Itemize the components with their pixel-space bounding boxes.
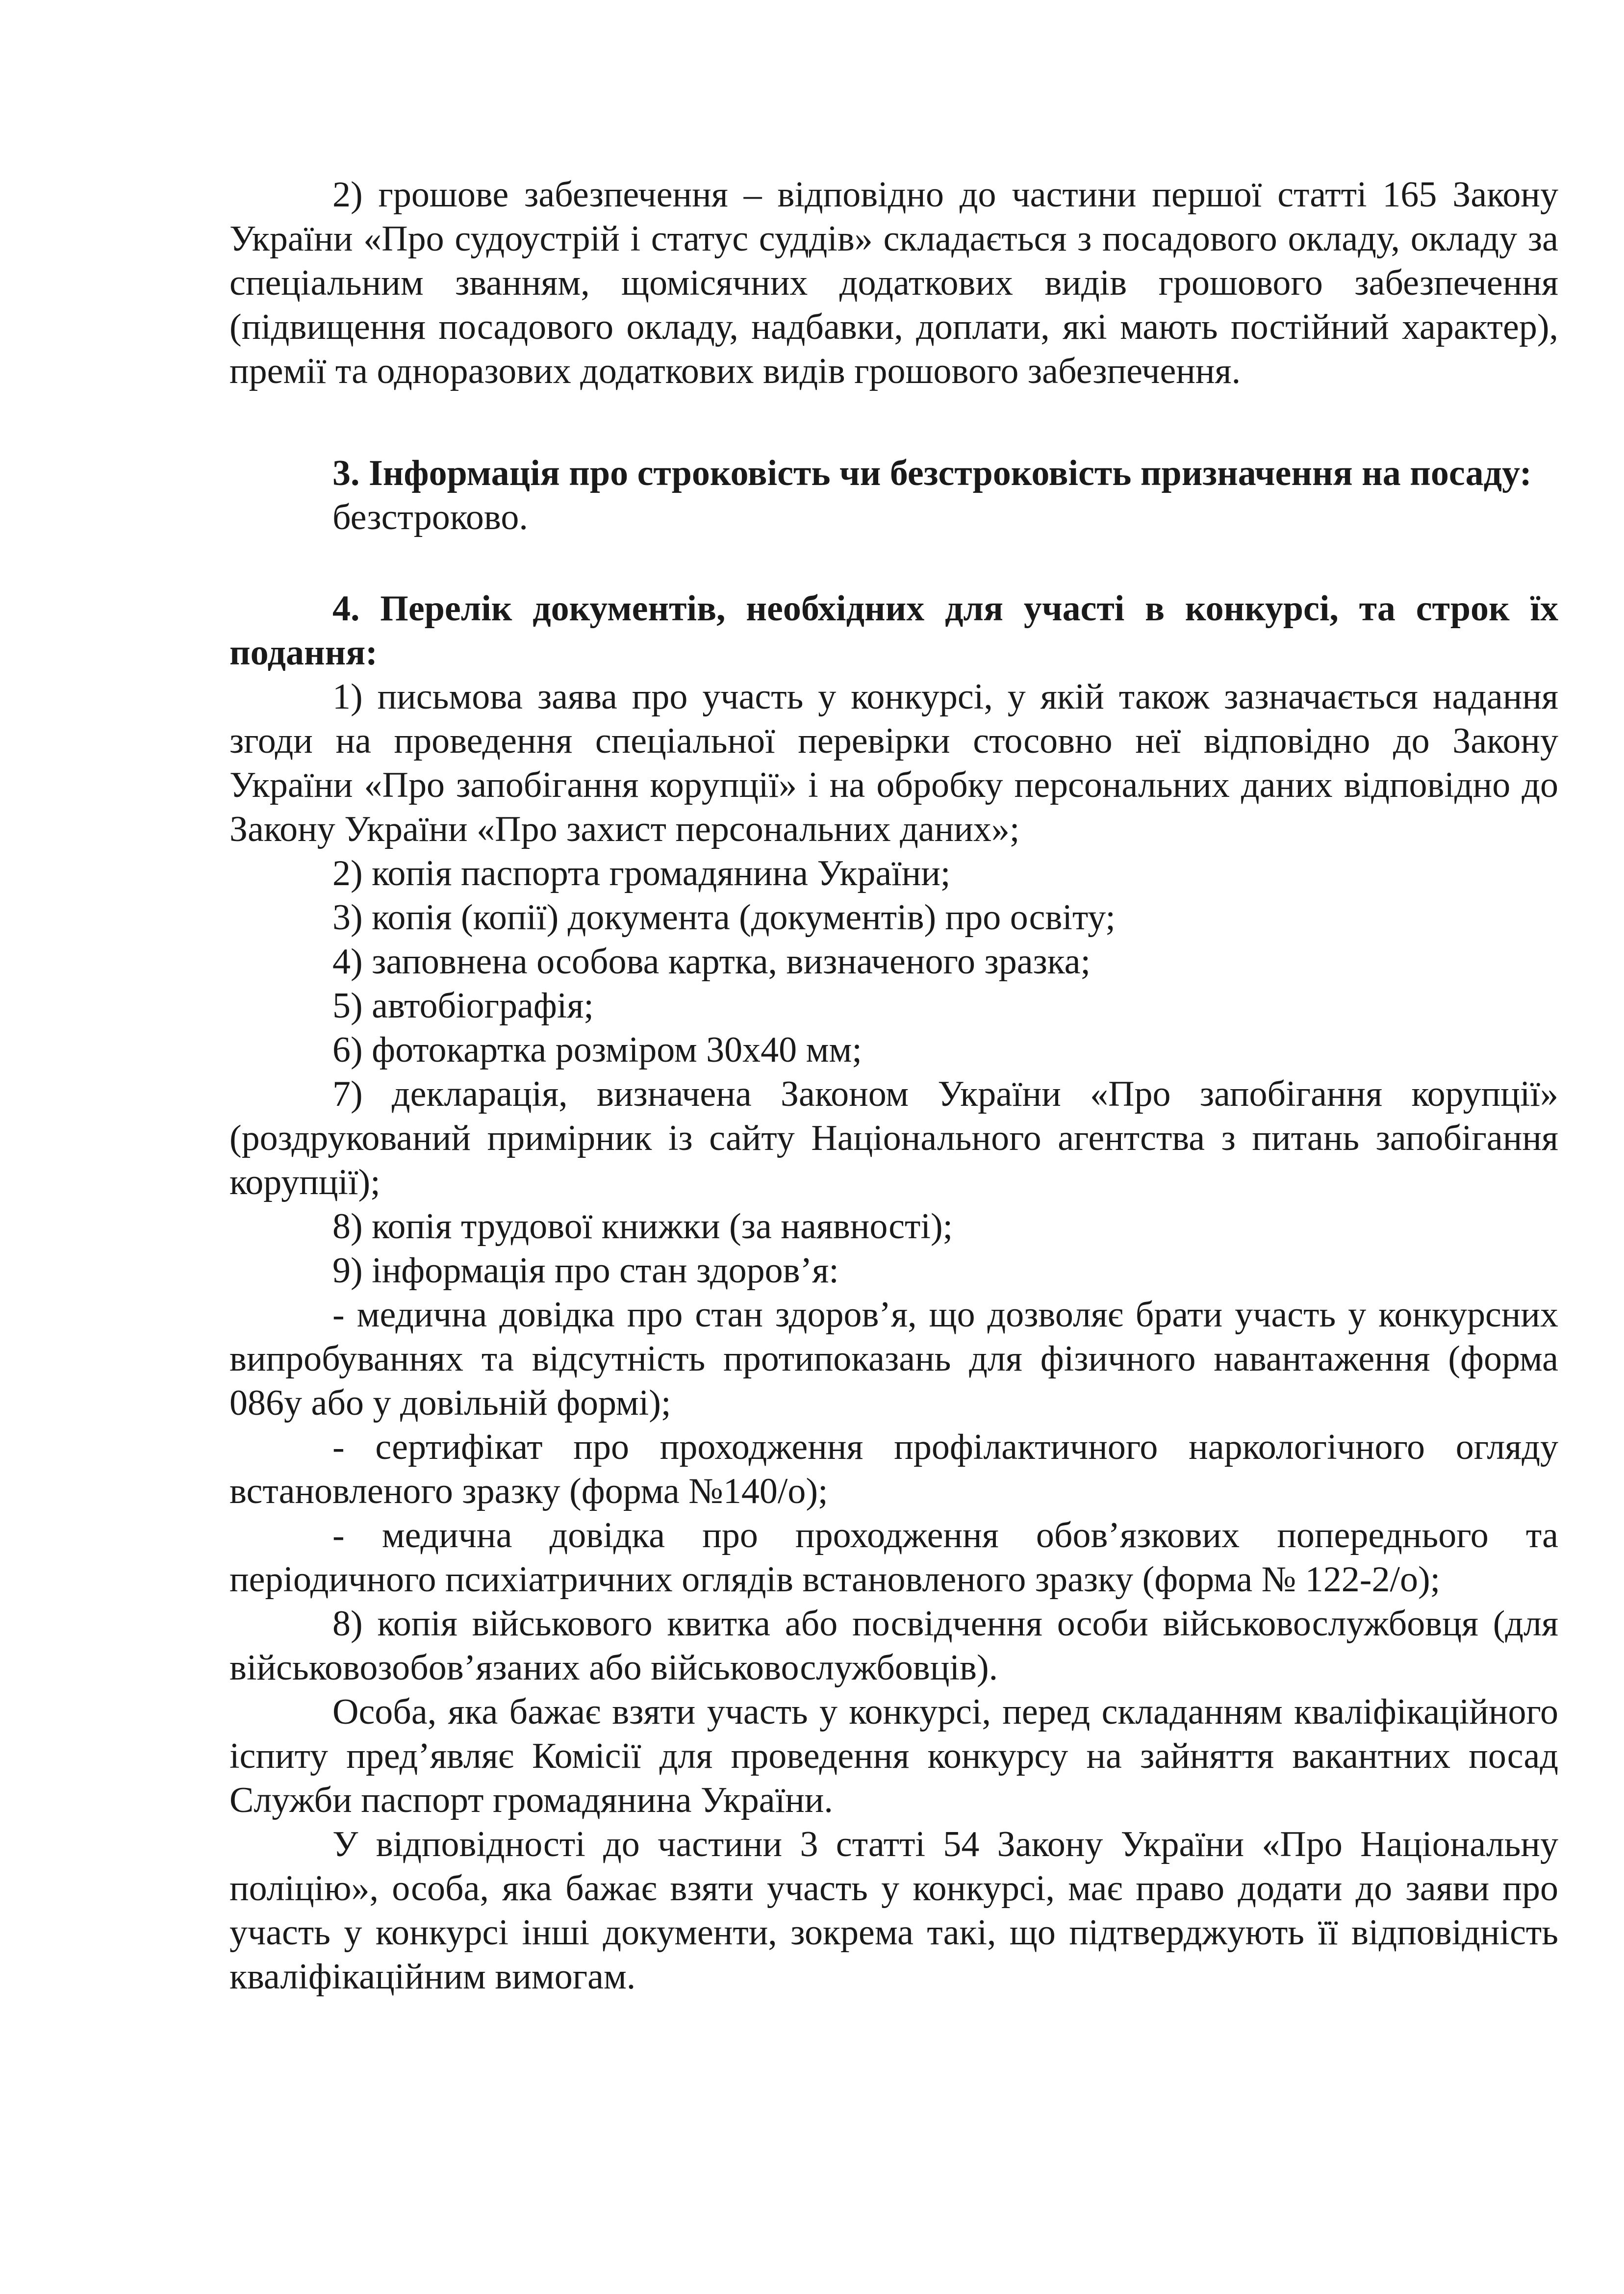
list-item-work-book: 8) копія трудової книжки (за наявності);	[332, 1206, 953, 1247]
list-item-medical-certificate: - медична довідка про стан здоров’я, що дозволяє брати участь у конкурсних випробуваннях та відсутність протипоказань для фізичного навантаження (форма 086у або у довільній формі);	[229, 1295, 1558, 1423]
list-item-health-info: 9) інформація про стан здоров’я:	[332, 1250, 839, 1291]
list-item-passport-copy: 2) копія паспорта громадянина України;	[332, 853, 951, 893]
spacer	[229, 539, 1558, 586]
list-item-photo: 6) фотокартка розміром 30х40 мм;	[332, 1030, 862, 1070]
section-3-value: безстроково.	[332, 497, 528, 537]
list-item-personal-card: 4) заповнена особова картка, визначеного зразка;	[332, 942, 1091, 982]
list-item-psychiatric-certificate: - медична довідка про проходження обов’язкових попереднього та періодичного психіатричних оглядів встановленого зразку (форма № 122-2/о);	[229, 1515, 1558, 1600]
list-item-narcology-certificate: - сертифікат про проходження профілактичного наркологічного огляду встановленого зразку (форма №140/о);	[229, 1427, 1558, 1511]
list-item-military-id: 8) копія військового квитка або посвідчення особи військовослужбовця (для військовозобов’язаних або військовослужбовців).	[229, 1604, 1558, 1688]
paragraph-additional-documents: У відповідності до частини 3 статті 54 Закону України «Про Національну поліцію», особа, яка бажає взяти участь у конкурсі, має право додати до заяви про участь у конкурсі інші документи, зокрема такі, що підтверджують її відповідність кваліфікаційним вимогам.	[229, 1824, 1558, 1997]
document-body	[229, 173, 1558, 1999]
list-item-education-copy: 3) копія (копії) документа (документів) про освіту;	[332, 897, 1116, 938]
paragraph-passport-presentation: Особа, яка бажає взяти участь у конкурсі, перед складанням кваліфікаційного іспиту пред’являє Комісії для проведення конкурсу на зайняття вакантних посад Служби паспорт громадянина України.	[229, 1692, 1558, 1820]
list-item-autobiography: 5) автобіографія;	[332, 986, 594, 1026]
section-3-heading: 3. Інформація про строковість чи безстроковість призначення на посаду:	[332, 453, 1532, 493]
section-4-heading: 4. Перелік документів, необхідних для участі в конкурсі, та строк їх подання:	[229, 588, 1558, 673]
list-item-declaration: 7) декларація, визначена Законом України «Про запобігання корупції» (роздрукований примірник із сайту Національного агентства з питань запобігання корупції);	[229, 1074, 1558, 1202]
list-item-application: 1) письмова заява про участь у конкурсі, у якій також зазначається надання згоди на проведення спеціальної перевірки стосовно неї відповідно до Закону України «Про запобігання корупції» і на обробку персональних даних відповідно до Закону України «Про захист персональних даних»;	[229, 677, 1558, 849]
paragraph-monetary-support: 2) грошове забезпечення – відповідно до частини першої статті 165 Закону України «Про судоустрій і статус суддів» складається з посадового окладу, окладу за спеціальним званням, щомісячних додаткових видів грошового забезпечення (підвищення посадового окладу, надбавки, доплати, які мають постійний характер), премії та одноразових додаткових видів грошового забезпечення.	[229, 175, 1558, 391]
spacer	[229, 393, 1558, 451]
